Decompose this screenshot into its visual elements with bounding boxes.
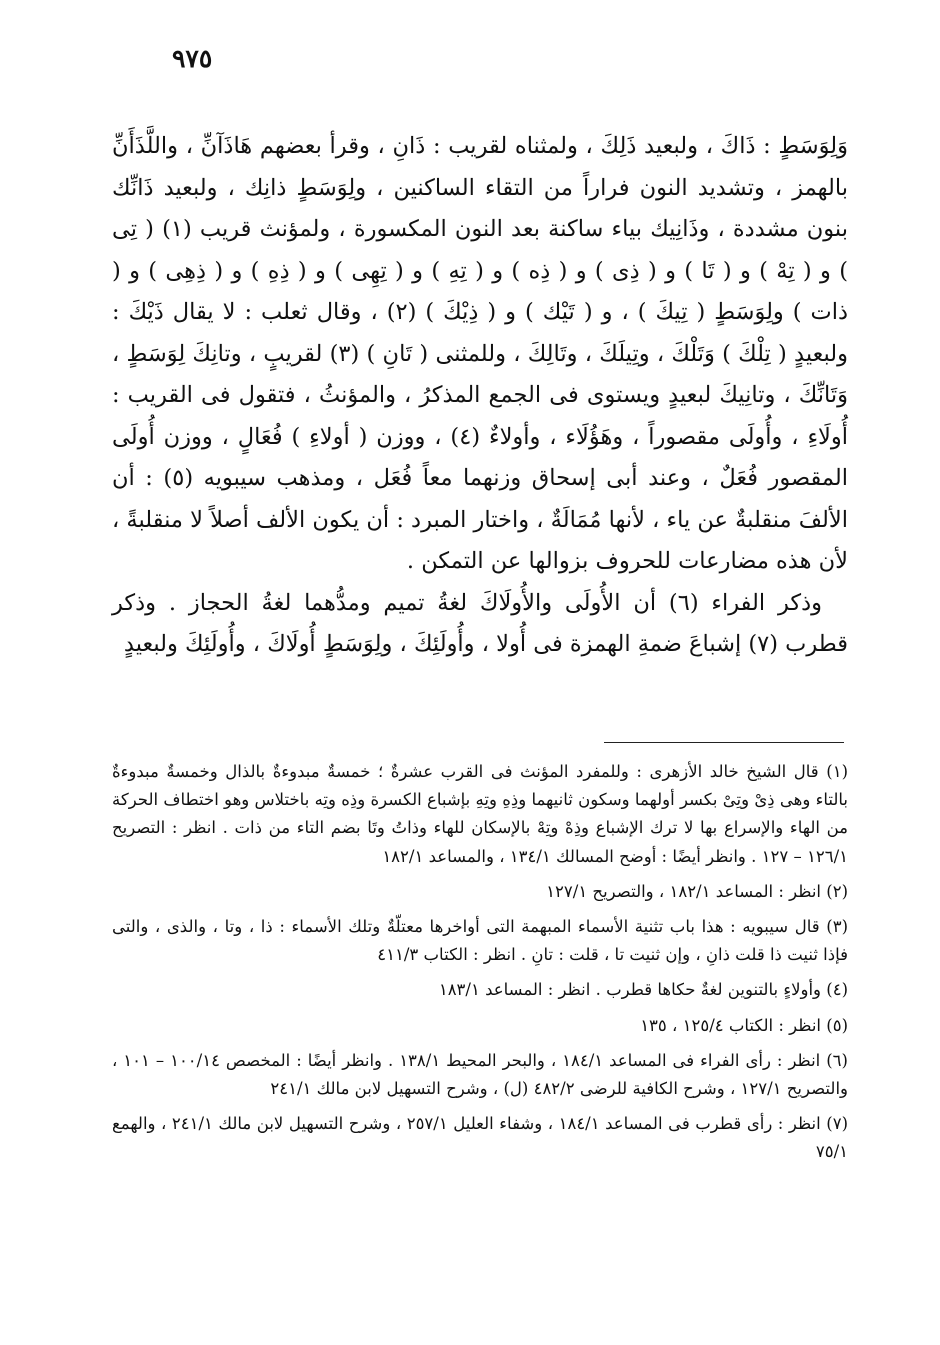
footnote: (٣) قال سيبويه : هذا باب تثنية الأسماء المبهمة التى أواخرها معتلّةٌ وتلك الأسماء : ذا ، وتا ، والذى ، والتى فإذا ثنيت ذا قلت ذانِ ، وإن ثنيت تا ، قلت : تانِ . انظر : الكتاب ٤١١/٣: [112, 917, 848, 965]
main-text: [112, 126, 848, 666]
footnote: (١) قال الشيخ خالد الأزهرى : وللمفرد المؤنث فى القرب عشرةٌ ؛ خمسةٌ مبدوءةٌ بالذال وخمسةٌ مبدوءةٌ بالتاء وهى ذِىْ وتِىْ بكسر أولهما وسكون ثانيهما وذِهِ وتِهِ بإشباع الكسرة وذِه وتِه باختلاس وهو اختطاف الحركة من الهاء والإسراع بها لا ترك الإشباع وذِهْ وتِهْ بالإسكان للهاء وذاتُ وتَا بضم التاء من ذات . انظر : التصريح ١٢٦/١ – ١٢٧ . وانظر أيضًا : أوضح المسالك ١٣٤/١ ، والمساعد ١٨٢/١: [112, 762, 848, 866]
page-number: ٩٧٥: [172, 44, 213, 73]
body-paragraph: وَلِوَسَطٍ : ذَاكَ ، ولبعيد ذَلِكَ ، ولمثناه لقريب : ذَانِ ، وقرأ بعضهم هَاذَآنِّ ، واللَّذَأَنِّ بالهمز ، وتشديد النون فراراً من التقاء الساكنين ، ولِوَسَطٍ ذانِك ، ولبعيد ذَانِّك بنون مشددة ، وذَانِيك بياء ساكنة بعد النون المكسورة ، ولمؤنث قريب (١) ( تِى ) و ( تِهْ ) و ( تَا ) و ( ذِى ) و ( ذِه ) و ( تِهِ ) و ( تِهِى ) و ( ذِهِ ) و ( ذِهِى ) و ( ذات ) ولِوَسَطٍ ( تِيكَ ) ، و ( تَيْك ) و ( ذِيْكَ ) (٢) ، وقال ثعلب : لا يقال ذَيْكَ : ولبعيدٍ ( تِلْكَ ) وَتَلْكَ ، وتِيلَكَ ، وتَالِكَ ، وللمثنى ( تَانِ ) (٣) لقريبٍ ، وتانِكَ لِوَسَطٍ ، وَتَانِّكَ ، وتانِيكَ لبعيدٍ ويستوى فى الجمع المذكرُ ، والمؤنثُ ، فتقول فى القريب : أُولَاءِ ، وأُولَى مقصوراً ، وهَؤُلَاء ، وأولاءٌ (٤) ، ووزن ( أولاءِ ) فُعَالٍ ، ووزن أُولَى المقصور فُعَلٌ ، وعند أبى إسحاق وزنهما معاً فُعَل ، ومذهب سيبويه (٥) : أن الألفَ منقلبةٌ عن ياء ، لأنها مُمَالَةٌ ، واختار المبرد : أن يكون الألف أصلاً لا منقلبةً ، لأن هذه مضارعات للحروف بزوالها عن التمكن .: [112, 133, 849, 574]
footnotes: [112, 758, 848, 1174]
footnote: (٤) وأولاءٍ بالتنوين لغةٌ حكاها قطرب . انظر : المساعد ١٨٣/١: [438, 980, 848, 1000]
body-paragraph: وذكر الفراء (٦) أن الأُولَى والأُولَاكَ لغةُ تميم ومدُّهما لغةُ الحجاز . وذكر قطرب (٧) إشباعَ ضمةِ الهمزة فى أُولا ، وأُولَئِكَ ، ولِوَسَطٍ أُولَاكَ ، وأُولَئِكَ ولبعيدٍ: [112, 589, 848, 657]
footnote-separator: [604, 742, 844, 743]
footnote: (٢) انظر : المساعد ١٨٢/١ ، والتصريح ١٢٧/١: [546, 881, 848, 901]
footnote: (٥) انظر : الكتاب ١٢٥/٤ ، ١٣٥: [640, 1015, 848, 1035]
footnote: (٦) انظر : رأى الفراء فى المساعد ١٨٤/١ ، والبحر المحيط ١٣٨/١ . وانظر أيضًا : المخصص ١٠٠/١٤ – ١٠١ ، والتصريح ١٢٧/١ ، وشرح الكافية للرضى ٤٨٢/٢ (ل) ، وشرح التسهيل لابن مالك ٢٤١/١: [112, 1050, 848, 1099]
footnote: (٧) انظر : رأى قطرب فى المساعد ١٨٤/١ ، وشفاء العليل ٢٥٧/١ ، وشرح التسهيل لابن مالك ٢٤١/١ ، والهمع ٧٥/١: [112, 1114, 848, 1162]
